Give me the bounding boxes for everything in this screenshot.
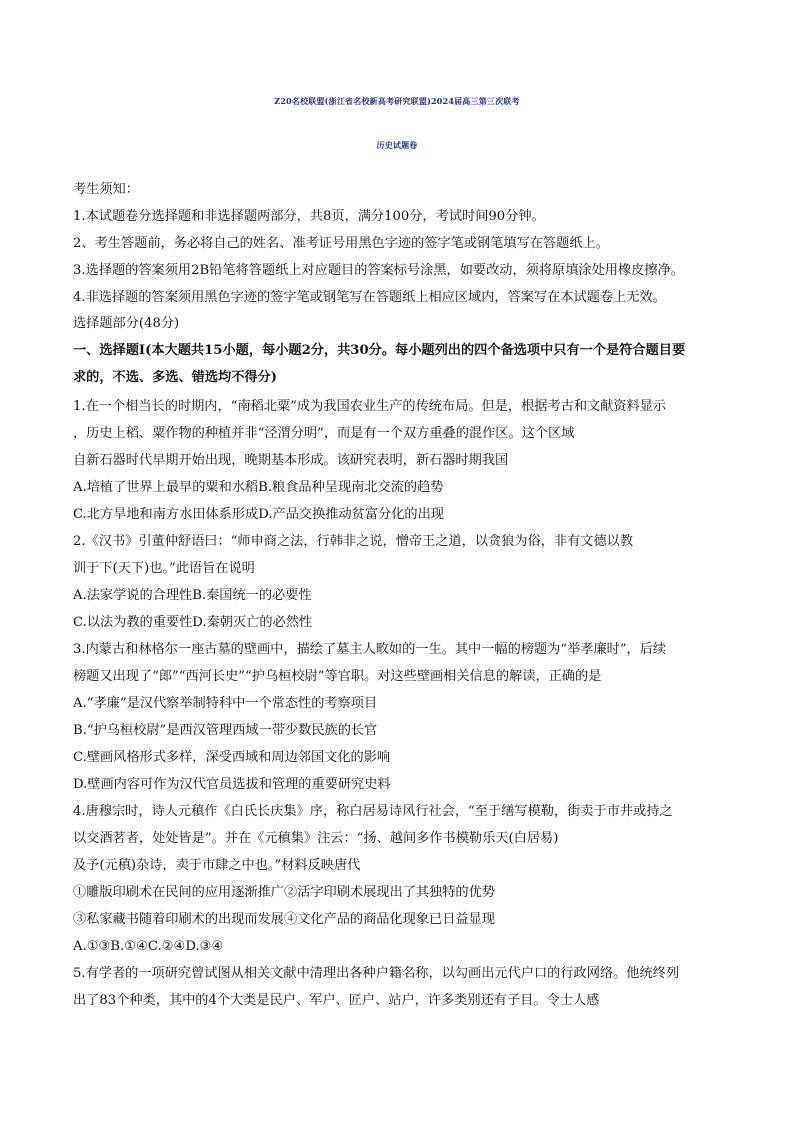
exam-title: Z20名校联盟(浙江省名校新高考研究联盟)2024届高三第三次联考 [274,96,520,106]
q1-stem-line3: 自新石器时代早期开始出现，晚期基本形成。该研究表明，新石器时期我国 [73,453,509,468]
part-label: 选择题部分(48分) [73,316,180,331]
section-heading-line1: 一、选择题Ⅰ(本大题共15小题，每小题2分，共30分。每小题列出的四个备选项中只有一个是符合题目要 [73,343,686,358]
q4-stem-line3: 及予(元稹)杂诗，卖于市肆之中也。”材料反映唐代 [73,858,361,873]
q1-options-line2: C.北方旱地和南方水田体系形成D.产品交换推动贫富分化的出现 [73,507,444,522]
section-heading-line2: 求的，不选、多选、错选均不得分) [73,370,278,385]
q3-option-b: B.“护乌桓校尉”是西汉管理西域一带少数民族的长官 [73,723,378,738]
q2-options-line1: A.法家学说的合理性B.秦国统一的必要性 [73,588,312,603]
notice-heading: 考生须知： [73,182,139,197]
q3-option-c: C.壁画风格形式多样，深受西域和周边邻国文化的影响 [73,750,391,765]
q5-stem-line2: 出了83个种类，其中的4个大类是民户、军户、匠户、站户，许多类别还有子目。令士人感 [73,993,600,1008]
q4-items-line2: ③私家藏书随着印刷术的出现而发展④文化产品的商品化现象已日益显现 [73,912,495,927]
q2-stem-line2: 训于下(天下)也。”此语旨在说明 [73,561,255,576]
q4-items-line1: ①雕版印刷术在民间的应用逐渐推广②活字印刷术展现出了其独特的优势 [73,885,495,900]
q5-stem-line1: 5.有学者的一项研究曾试图从相关文献中清理出各种户籍名称，以勾画出元代户口的行政网络。他统终列 [73,966,680,981]
q4-options: A.①③B.①④C.②④D.③④ [73,939,224,954]
q4-stem-line2: 以交酒茗者，处处皆是”。并在《元稹集》注云：“扬、越间多作书模勒乐天(白居易) [73,831,559,846]
q2-options-line2: C.以法为教的重要性D.秦朝灭亡的必然性 [73,615,313,630]
exam-subtitle: 历史试题卷 [376,140,418,150]
q1-stem-line1: 1.在一个相当长的时期内，“南稻北粟”成为我国农业生产的传统布局。但是，根据考古和文献资料显示 [73,399,667,414]
q1-options-line1: A.培植了世界上最早的粟和水稻B.粮食品种呈现南北交流的趋势 [73,480,444,495]
notice-item-1: 1.本试题卷分选择题和非选择题两部分，共8页，满分100分，考试时间90分钟。 [73,209,545,224]
notice-item-3: 3.选择题的答案须用2B铅笔将答题纸上对应题目的答案标号涂黑，如要改动，须将原填涂处用橡皮擦净。 [73,263,684,278]
q3-option-d: D.壁画内容可作为汉代官员选拔和管理的重要研究史料 [73,777,391,792]
q1-stem-line2: ，历史上稻、粟作物的种植并非“泾渭分明”，而是有一个双方重叠的混作区。这个区域 [73,426,575,441]
notice-item-4: 4.非选择题的答案须用黑色字迹的签字笔或钢笔写在答题纸上相应区域内，答案写在本试题卷上无效。 [73,290,666,305]
notice-item-2: 2、考生答题前，务必将自己的姓名、准考证号用黑色字迹的签字笔或钢笔填写在答题纸上。 [73,236,609,251]
q3-stem-line2: 榜题又出现了“郎”“西河长史”“护乌桓校尉”等官职。对这些壁画相关信息的解读，正确的是 [73,669,602,684]
q4-stem-line1: 4.唐穆宗时，诗人元稹作《白氏长庆集》序，称白居易诗风行社会，“至于缮写模勒，街卖于市井或持之 [73,804,673,819]
q3-option-a: A.“孝廉”是汉代察举制特科中一个常态性的考察项目 [73,696,378,711]
q3-stem-line1: 3.内蒙古和林格尔一座古墓的壁画中，描绘了墓主人畋如的一生。其中一幅的榜题为“举孝廉时”，后续 [73,642,667,657]
q2-stem-line1: 2.《汉书》引董仲舒语曰：“师申商之法，行韩非之说，憎帝王之道，以贪狼为俗，非有文德以教 [73,534,634,549]
